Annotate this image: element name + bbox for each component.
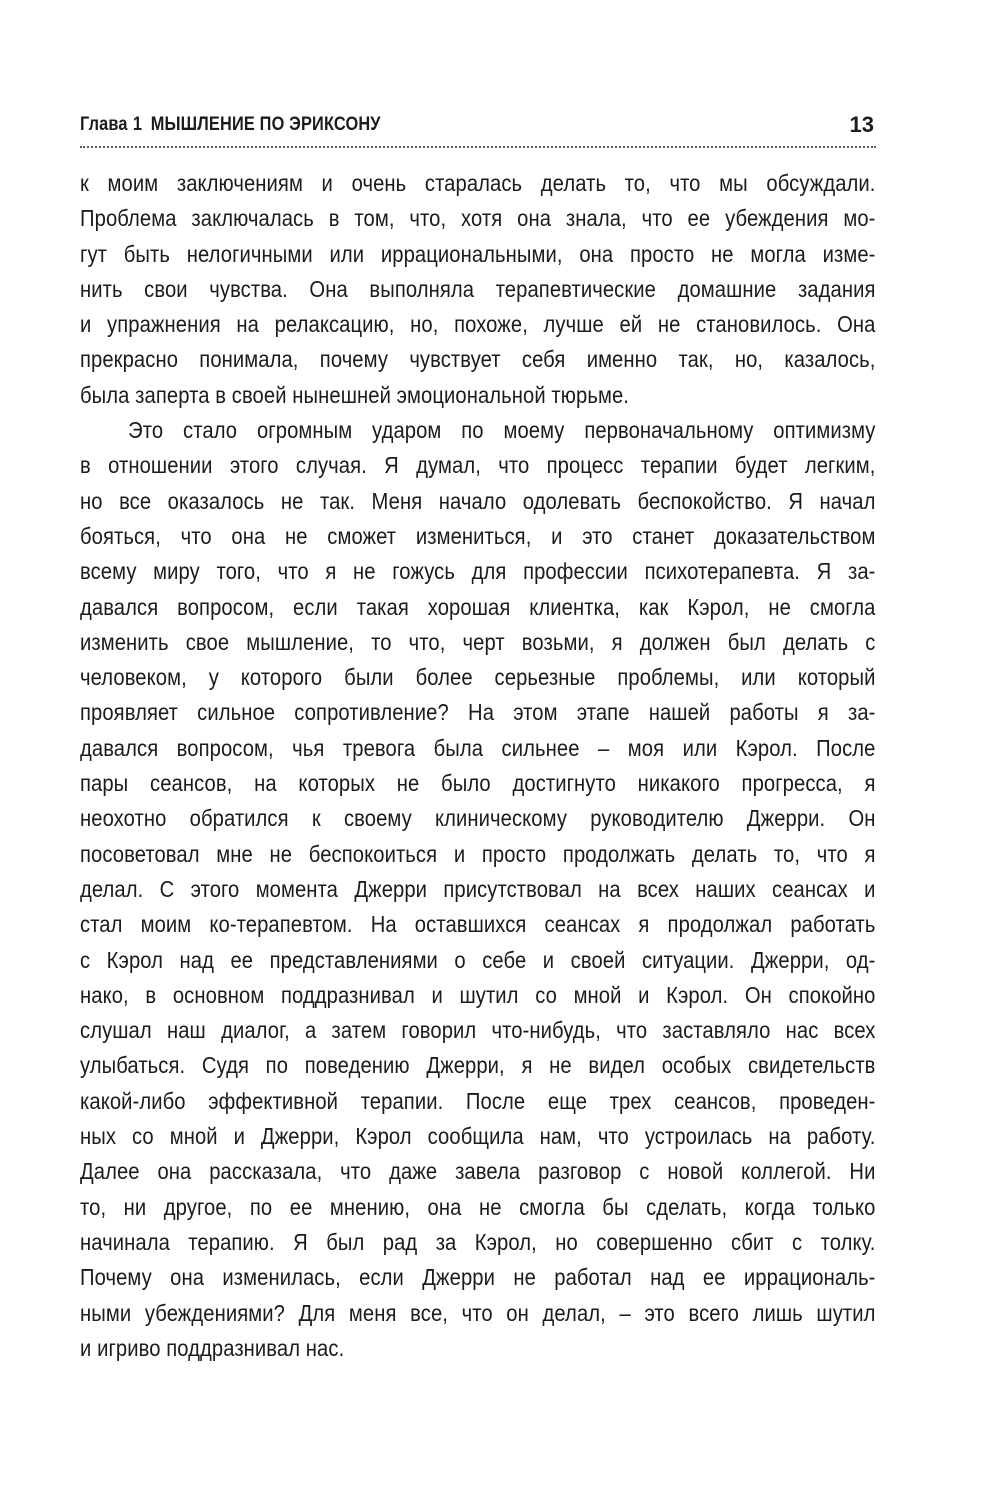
text-line: неохотно обратился к своему клиническому руководителю Джерри. Он (80, 805, 876, 832)
text-line: слушал наш диалог, а затем говорил что-нибудь, что заставляло нас всех (80, 1017, 876, 1044)
text-line: человеком, у которого были более серьезные проблемы, или который (80, 664, 876, 691)
text-line: нако, в основном поддразнивал и шутил со мной и Кэрол. Он спокойно (80, 981, 876, 1008)
text-line: давался вопросом, чья тревога была сильнее – моя или Кэрол. После (80, 734, 876, 761)
text-line: посоветовал мне не беспокоиться и просто продолжать делать то, что я (80, 840, 876, 867)
text-line: пары сеансов, на которых не было достигнуто никакого прогресса, я (80, 770, 876, 797)
text-line: изменить свое мышление, то что, черт возьми, я должен был делать с (80, 628, 876, 655)
text-line: бояться, что она не сможет измениться, и это станет доказательством (80, 522, 876, 549)
text-line: проявляет сильное сопротивление? На этом этапе нашей работы я за- (80, 699, 876, 726)
text-line: и игриво поддразнивал нас. (80, 1334, 345, 1361)
chapter-heading (80, 112, 381, 138)
text-line: улыбаться. Судя по поведению Джерри, я не видел особых свидетельств (80, 1052, 876, 1079)
running-header (80, 112, 876, 144)
text-line: гут быть нелогичными или иррациональными, она просто не могла изме- (80, 240, 876, 267)
text-line: Далее она рассказала, что даже завела разговор с новой коллегой. Ни (80, 1158, 876, 1185)
text-line: всему миру того, что я не гожусь для профессии психотерапевта. Я за- (80, 558, 876, 585)
text-line: с Кэрол над ее представлениями о себе и своей ситуации. Джерри, од- (80, 946, 876, 973)
chapter-word: Глава (80, 114, 128, 135)
page-number: 13 (849, 112, 874, 137)
body-text (80, 166, 876, 1366)
text-line: ных со мной и Джерри, Кэрол сообщила нам, что устроилась на работу. (80, 1123, 876, 1150)
text-line: к моим заключениям и очень старалась делать то, что мы обсуждали. (80, 170, 876, 196)
text-line: давался вопросом, если такая хорошая клиентка, как Кэрол, не смогла (80, 593, 876, 620)
text-line: была заперта в своей нынешней эмоциональной тюрьме. (80, 381, 629, 408)
text-line: какой-либо эффективной терапии. После еще трех сеансов, проведен- (80, 1087, 876, 1114)
text-line: нить свои чувства. Она выполняла терапевтические домашние задания (80, 275, 876, 302)
text-line: в отношении этого случая. Я думал, что процесс терапии будет легким, (80, 452, 876, 479)
text-line: но все оказалось не так. Меня начало одолевать беспокойство. Я начал (80, 487, 876, 514)
text-line: то, ни другое, по ее мнению, она не смогла бы сделать, когда только (80, 1193, 876, 1220)
text-line: прекрасно понимала, почему чувствует себя именно так, но, казалось, (80, 346, 876, 373)
text-line: Почему она изменилась, если Джерри не работал над ее иррациональ- (80, 1264, 876, 1291)
header-divider (80, 146, 876, 148)
text-line: стал моим ко-терапевтом. На оставшихся сеансах я продолжал работать (80, 911, 876, 938)
text-line: делал. С этого момента Джерри присутствовал на всех наших сеансах и (80, 875, 876, 902)
text-line: Это стало огромным ударом по моему первоначальному оптимизму (128, 417, 876, 444)
chapter-title: МЫШЛЕНИЕ ПО ЭРИКСОНУ (150, 114, 381, 135)
text-line: ными убеждениями? Для меня все, что он делал, – это всего лишь шутил (80, 1299, 876, 1326)
text-line: и упражнения на релаксацию, но, похоже, лучше ей не становилось. Она (80, 311, 876, 338)
chapter-number: 1 (132, 114, 143, 135)
text-line: начинала терапию. Я был рад за Кэрол, но совершенно сбит с толку. (80, 1228, 876, 1255)
text-line: Проблема заключалась в том, что, хотя она знала, что ее убеждения мо- (80, 205, 876, 232)
